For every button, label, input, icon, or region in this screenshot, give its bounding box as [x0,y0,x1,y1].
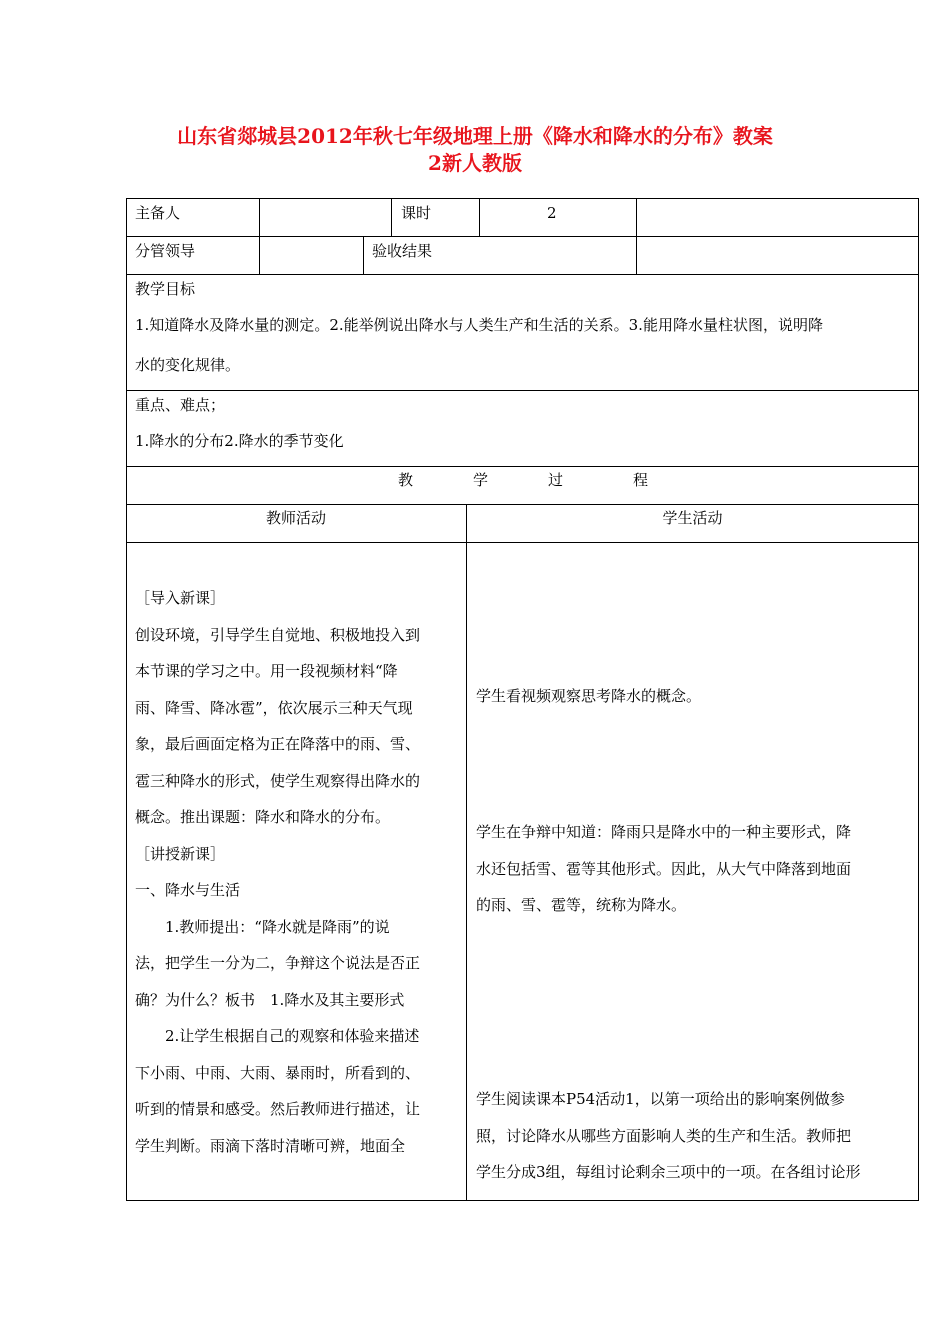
rule-col-c [479,198,480,236]
teacher-line: ［讲授新课］ [135,844,226,863]
teacher-line: 2.让学生根据自己的观察和体验来描述 [135,1027,420,1045]
rule-process [126,504,919,505]
rule-top [126,198,919,199]
rule-col-d [636,198,637,275]
teacher-line: 下小雨、中雨、大雨、暴雨时，所看到的、 [135,1063,421,1082]
rule-row2 [126,274,919,275]
teacher-line: 象，最后画面定格为正在降落中的雨、雪、 [135,735,421,753]
student-line: 的雨、雪、雹等，统称为降水。 [476,896,687,914]
label-preparer: 主备人 [135,204,181,222]
label-supervisor: 分管领导 [135,242,196,260]
rule-col-a [259,198,260,275]
rule-col-activities [466,504,467,1201]
student-activity-3 [476,1081,916,1191]
label-result: 验收结果 [372,242,433,260]
process-heading-char-3: 过 [548,471,564,489]
process-heading-char-2: 学 [473,471,489,489]
teacher-line: 法，把学生一分为二，争辩这个说法是否正 [135,954,421,972]
teacher-line: 概念。推出课题：降水和降水的分布。 [135,808,391,826]
column-header-teacher: 教师活动 [265,509,326,527]
student-line: 水还包括雪、雹等其他形式。因此，从大气中降落到地面 [476,859,852,878]
keypoints-text: 1.降水的分布2.降水的季节变化 [135,432,344,450]
student-line: 学生阅读课本P54活动1，以第一项给出的影响案例做参 [476,1090,845,1108]
document-title-line-1: 山东省郯城县2012年秋七年级地理上册《降水和降水的分布》教案 [177,124,773,148]
lesson-plan-table [126,198,919,1201]
period-value: 2 [547,204,557,222]
objectives-line-1: 1.知道降水及降水量的测定。2.能举例说出降水与人类生产和生活的关系。3.能用降水量柱状图，说明降 [135,316,823,334]
rule-row1 [126,236,919,237]
teacher-line: 听到的情景和感受。然后教师进行描述，让 [135,1100,421,1118]
rule-col-e [363,236,364,275]
label-period: 课时 [401,204,432,222]
rule-columns [126,542,919,543]
column-header-student: 学生活动 [662,509,723,527]
process-heading-char-1: 教 [398,471,414,489]
teacher-line: 雹三种降水的形式，使学生观察得出降水的 [135,771,421,790]
teacher-line: 一、降水与生活 [135,881,241,899]
keypoints-heading: 重点、难点； [135,396,226,414]
rule-bottom [126,1200,919,1201]
teacher-line: 创设环境，引导学生自觉地、积极地投入到 [135,625,421,644]
teacher-line: 确？为什么？板书 1.降水及其主要形式 [135,990,405,1009]
teacher-line: ［导入新课］ [135,589,226,607]
document-title-line-2: 2新人教版 [428,151,522,175]
objectives-heading: 教学目标 [135,280,196,298]
student-line: 学生分成3组，每组讨论剩余三项中的一项。在各组讨论形 [476,1163,861,1181]
rule-right [918,198,919,1201]
rule-left [126,198,127,1201]
process-heading-char-4: 程 [633,471,649,489]
rule-objectives [126,390,919,391]
student-activity-2 [476,814,916,924]
student-line: 学生在争辩中知道：降雨只是降水中的一种主要形式，降 [476,823,852,841]
teacher-line: 本节课的学习之中。用一段视频材料“降 [135,662,398,680]
rule-keypoints [126,466,919,467]
teacher-line: 学生判断。雨滴下落时清晰可辨，地面全 [135,1136,406,1155]
student-activity-1: 学生看视频观察思考降水的概念。 [476,687,702,705]
teacher-line: 雨、降雪、降冰雹”，依次展示三种天气现 [135,698,413,717]
teacher-activity-text [135,580,465,1164]
teacher-line: 1.教师提出：“降水就是降雨”的说 [135,917,390,936]
objectives-line-2: 水的变化规律。 [135,356,241,374]
student-line: 照，讨论降水从哪些方面影响人类的生产和生活。教师把 [476,1126,852,1145]
rule-col-b [391,198,392,236]
